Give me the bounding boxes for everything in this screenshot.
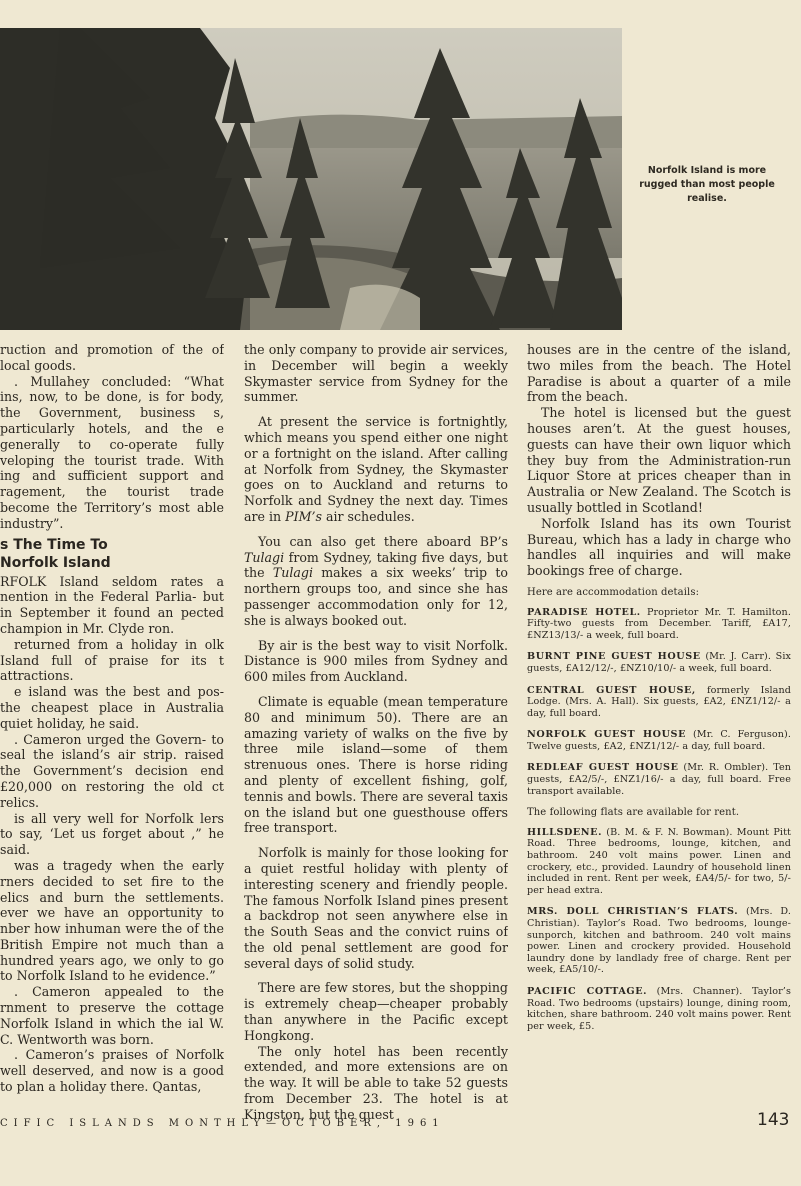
col1-paragraph: RFOLK Island seldom rates a nention in the Federal Parlia- but in September it found an pected champion in Mr. Clyde ron. bbox=[0, 573, 224, 636]
running-footer: CIFIC ISLANDS MONTHLY—OCTOBER, 1961 bbox=[0, 1118, 445, 1129]
col1-paragraph: is all very well for Norfolk lers to say, ‘Let us forget about ,” he said. bbox=[0, 810, 224, 858]
column-3 bbox=[527, 342, 791, 1042]
accommodation-intro: Here are accommodation details: bbox=[527, 586, 700, 598]
col2-paragraph: There are few stores, but the shopping is extremely cheap—cheaper probably than anywhere in the Pacific except Hongkong. bbox=[244, 980, 508, 1043]
list-item: CENTRAL GUEST HOUSE, formerly Island Lodge. (Mrs. A. Hall). Six guests, £A2, £NZ1/12/- a day, full board. bbox=[527, 684, 791, 719]
col1-paragraph: . Mullahey concluded: “What ins, now, to be done, is for body, the Government, business s, particularly hotels, and the e generally to co-operate fully veloping the tourist trade. With ing and sufficient support and ragement, the tourist trade become the Territory’s most able industry”. bbox=[0, 373, 224, 531]
col2-paragraph: The only hotel has been recently extended, and more extensions are on the way. It will be able to take 52 guests from December 23. The hotel is at Kingston, but the guest bbox=[244, 1043, 508, 1122]
col1-paragraph: . Cameron urged the Govern- to seal the island’s air strip. raised the Government’s decision end £20,000 on restoring the old ct relics. bbox=[0, 731, 224, 810]
landscape-photo bbox=[0, 28, 622, 330]
col2-paragraph: By air is the best way to visit Norfolk. Distance is 900 miles from Sydney and 600 miles from Auckland. bbox=[244, 637, 508, 685]
col1-paragraph: ruction and promotion of the of local goods. bbox=[0, 342, 224, 373]
col3-paragraph: houses are in the centre of the island, two miles from the beach. The Hotel Paradise is about a quarter of a mile from the beach. bbox=[527, 342, 791, 405]
col2-paragraph: Climate is equable (mean temperature 80 and minimum 50). There are an amazing variety of walks on the five by three mile island—some of them strenuous ones. There is horse riding and plenty of excellent fishing, golf, tennis and bowls. There are several taxis on the island but one guesthouse offers free transport. bbox=[244, 693, 508, 836]
col1-paragraph: was a tragedy when the early rners decided to set fire to the elics and burn the settlements. ever we have an opportunity to nber how inhuman were the of the British Empire not much than a hundred years ago, we only to go to Norfolk Island to he evidence.” bbox=[0, 857, 224, 984]
col2-paragraph: At present the service is fortnightly, which means you spend either one night or a fortnight on the island. After calling at Norfolk from Sydney, the Skymaster goes on to Auckland and returns to Norfolk and Sydney the next day. Times are in PIM’s air schedules. bbox=[244, 414, 508, 524]
col2-paragraph: Norfolk is mainly for those looking for a quiet restful holiday with plenty of interesting scenery and friendly people. The famous Norfolk Island pines present a backdrop not seen anywhere else in the South Seas and the convict ruins of the old penal settlement are good for several days of solid study. bbox=[244, 845, 508, 971]
list-item: HILLSDENE. (B. M. & F. N. Bowman). Mount Pitt Road. Three bedrooms, lounge, kitchen, and bathroom. 240 volt mains power. Linen and crockery, etc., provided. Laundry of household linen included in rent. Rent per week, £A4/5/- for two, 5/- per head extra. bbox=[527, 826, 791, 896]
ship-name: Tulagi bbox=[272, 565, 313, 581]
page-number: 143 bbox=[757, 1110, 790, 1130]
photo-caption: Norfolk Island is more rugged than most people realise. bbox=[639, 165, 775, 204]
list-item: BURNT PINE GUEST HOUSE (Mr. J. Carr). Six guests, £A12/12/-, £NZ10/10/- a week, full board. bbox=[527, 651, 791, 674]
column-1 bbox=[0, 342, 224, 1095]
accommodation-list bbox=[527, 587, 791, 1032]
list-item: PARADISE HOTEL. Proprietor Mr. T. Hamilton. Fifty-two guests from December. Tariff, £A17, £NZ13/13/- a week, full board. bbox=[527, 606, 791, 641]
col3-paragraph: Norfolk Island has its own Tourist Bureau, which has a lady in charge who handles all inquiries and will make bookings free of charge. bbox=[527, 515, 791, 579]
column-2 bbox=[244, 342, 508, 1123]
col2-paragraph: You can also get there aboard BP’s Tulagi from Sydney, taking five days, but the Tulagi makes a six weeks’ trip to northern groups too, and since she has passenger accommodation only for 12, she is always booked out. bbox=[244, 533, 508, 628]
section-heading bbox=[0, 536, 224, 572]
col2-paragraph: the only company to provide air services, in December will begin a weekly Skymaster service from Sydney for the summer. bbox=[244, 342, 508, 405]
list-item: PACIFIC COTTAGE. (Mrs. Channer). Taylor’s Road. Two bedrooms (upstairs) lounge, dining room, kitchen, share bathroom. 240 volt mains power. Rent per week, £5. bbox=[527, 985, 791, 1032]
flats-intro: The following flats are available for rent. bbox=[527, 807, 740, 819]
section-heading-line: s The Time To bbox=[0, 536, 108, 553]
section-heading-line: Norfolk Island bbox=[0, 554, 111, 571]
list-item: MRS. DOLL CHRISTIAN’S FLATS. (Mrs. D. Christian). Taylor’s Road. Two bedrooms, lounge-sunporch, kitchen and bathroom. 240 volt mains power. Linen and crockery provided. Household laundry done by landlady free of charge. Rent per week, £A5/10/-. bbox=[527, 906, 791, 976]
list-item: NORFOLK GUEST HOUSE (Mr. C. Ferguson). Twelve guests, £A2, £NZ1/12/- a day, full board. bbox=[527, 729, 791, 752]
col1-paragraph: . Cameron appealed to the rnment to preserve the cottage Norfolk Island in which the ial W. C. Wentworth was born. bbox=[0, 984, 224, 1047]
col1-paragraph: returned from a holiday in olk Island full of praise for its t attractions. bbox=[0, 636, 224, 684]
ship-name: Tulagi bbox=[244, 549, 285, 565]
col1-paragraph: e island was the best and pos- the cheapest place in Australia quiet holiday, he said. bbox=[0, 684, 224, 731]
list-item: REDLEAF GUEST HOUSE (Mr. R. Ombler). Ten guests, £A2/5/-, £NZ1/16/- a day, full board. Free transport available. bbox=[527, 762, 791, 797]
col3-paragraph: The hotel is licensed but the guest houses aren’t. At the guest houses, guests can have their own liquor which they buy from the Administration-run Liquor Store at prices cheaper than in Australia or New Zealand. The Scotch is usually bottled in Scotland! bbox=[527, 405, 791, 515]
publication-title: PIM’s bbox=[285, 508, 322, 524]
col1-paragraph: . Cameron’s praises of Norfolk well deserved, and now is a good to plan a holiday there. Qantas, bbox=[0, 1047, 224, 1095]
pine-trees-image bbox=[0, 28, 622, 330]
